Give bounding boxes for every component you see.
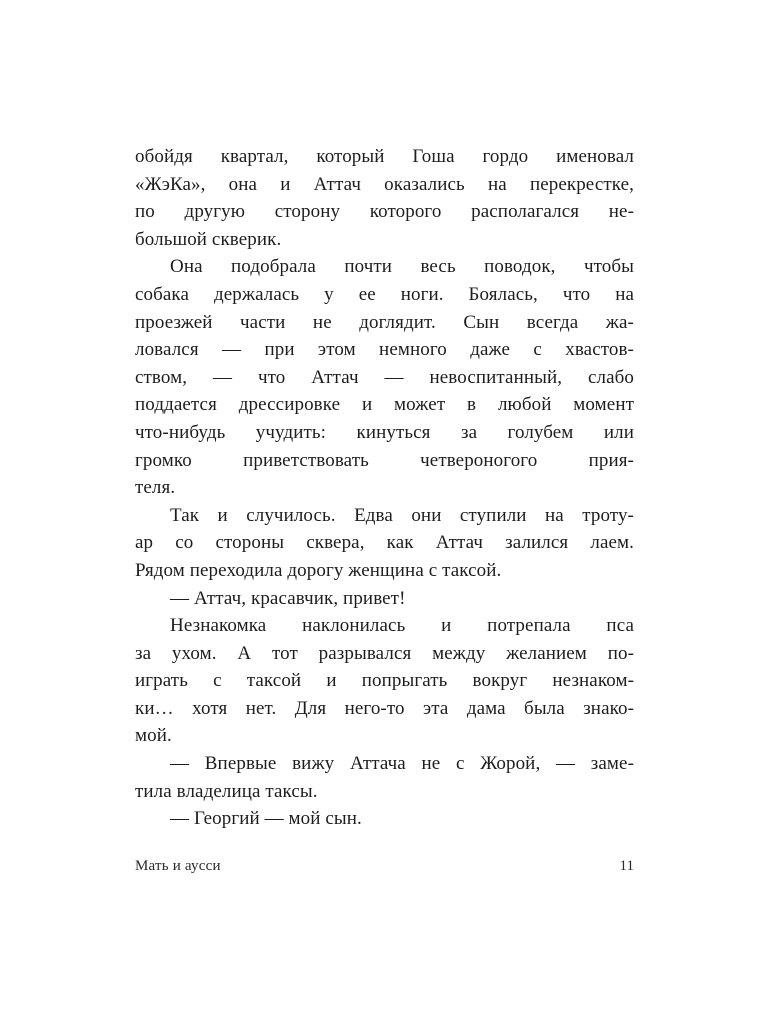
text-line: тила владелица таксы. (135, 780, 318, 802)
text-line: обойдя квартал, который Гоша гордо именовал (135, 146, 634, 167)
page-number: 11 (619, 858, 634, 874)
text-line: проезжей части не доглядит. Сын всегда жа- (135, 311, 634, 333)
text-line: собака держалась у ее ноги. Боялась, что на (135, 283, 634, 305)
text-line: ловался — при этом немного даже с хвастов- (135, 339, 634, 361)
text-line: Она подобрала почти весь поводок, чтобы (170, 256, 634, 278)
text-line: «ЖэКа», она и Аттач оказались на перекрестке, (135, 173, 634, 195)
text-line: Так и случилось. Едва они ступили на троту- (170, 504, 634, 526)
text-line: ар со стороны сквера, как Аттач залился лаем. (135, 532, 634, 554)
running-title: Мать и аусси (135, 858, 221, 874)
text-line: — Впервые вижу Аттача не с Жорой, — заме- (170, 753, 634, 775)
text-line: теля. (135, 477, 176, 499)
text-line: мой. (135, 725, 172, 747)
text-line: большой скверик. (135, 228, 282, 250)
page-footer (135, 858, 634, 875)
text-line: Рядом переходила дорогу женщина с таксой. (135, 559, 502, 581)
text-line: — Аттач, красавчик, привет! (170, 587, 406, 609)
text-line: ки… хотя нет. Для него-то эта дама была знако- (135, 697, 634, 719)
text-block (135, 143, 634, 833)
text-line: играть с таксой и попрыгать вокруг незнаком- (135, 670, 634, 692)
text-line: — Георгий — мой сын. (170, 808, 362, 830)
text-line: поддается дрессировке и может в любой момент (135, 394, 634, 416)
text-line: что-нибудь учудить: кинуться за голубем или (135, 421, 634, 443)
text-line: за ухом. А тот разрывался между желанием по- (135, 642, 634, 664)
text-line: Незнакомка наклонилась и потрепала пса (170, 615, 634, 637)
text-line: громко приветствовать четвероногого прия- (135, 449, 634, 471)
text-line: ством, — что Аттач — невоспитанный, слабо (135, 366, 634, 388)
text-line: по другую сторону которого располагался не- (135, 201, 634, 223)
